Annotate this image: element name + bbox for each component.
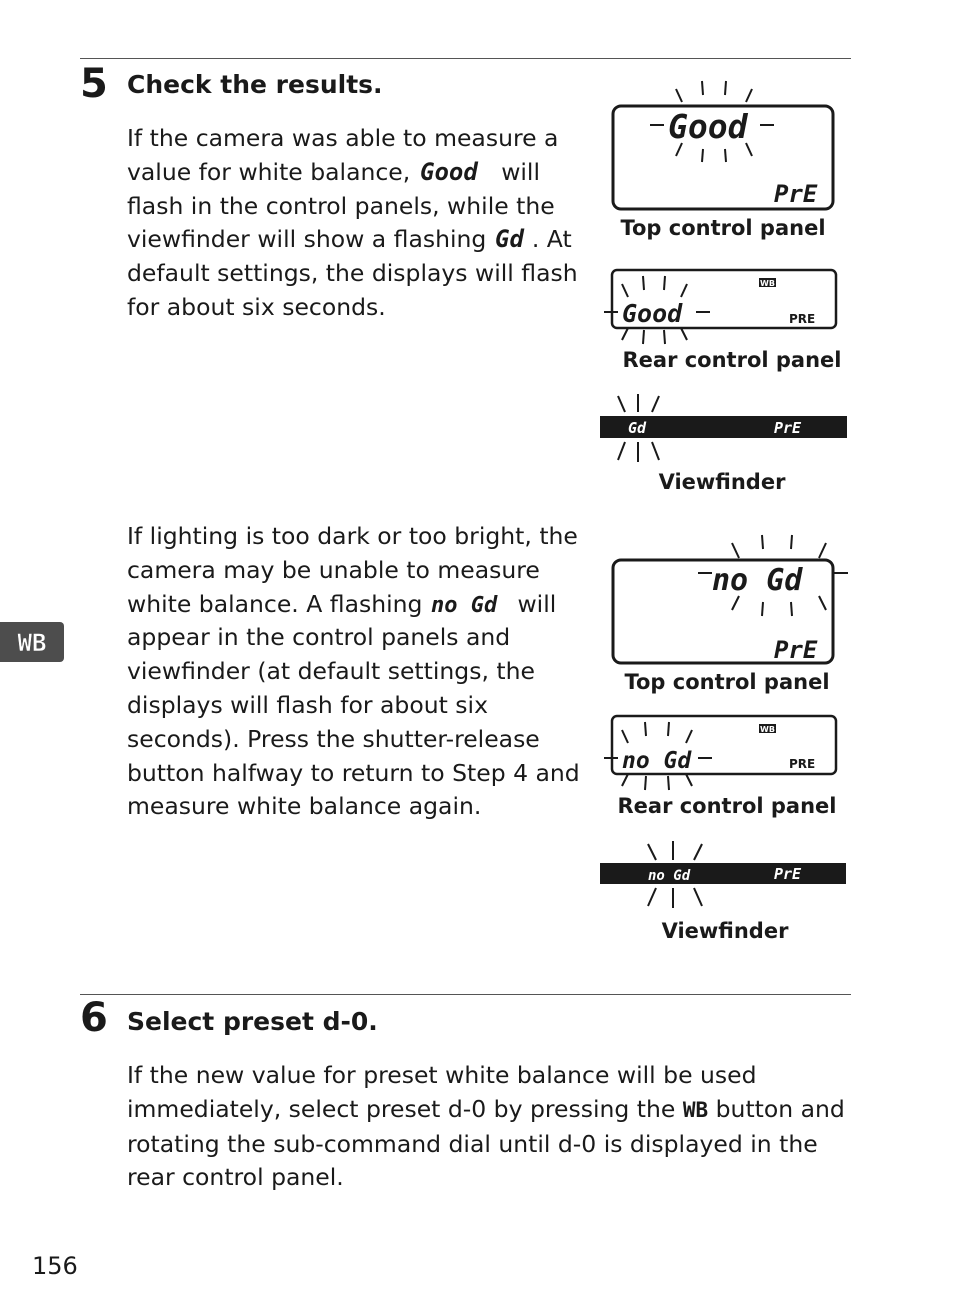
text-line: If the camera was able to measure a [127, 124, 559, 152]
step6-paragraph [127, 1059, 845, 1195]
lcd-no-gd-text: no Gd [430, 592, 498, 616]
lcd-pre-display: PrE [774, 419, 802, 437]
top-control-panel-no-gd [604, 530, 854, 670]
text-line: flash in the control panels, while the [127, 191, 555, 220]
text-line: for about six seconds. [127, 292, 386, 321]
step5-paragraph-2 [127, 520, 580, 824]
caption-rear-control-panel: Rear control panel [617, 794, 837, 818]
text-line: If the new value for preset white balance will be used [127, 1061, 757, 1089]
text-line: If lighting is too dark or too bright, the [127, 522, 578, 550]
text-line: default settings, the displays will flash [127, 259, 578, 288]
wb-tab-label: WB [17, 629, 47, 657]
text-fragment: . At [531, 225, 572, 254]
text-line [127, 156, 578, 190]
text-fragment: viewfinder will show a flashing [127, 225, 487, 254]
lcd-gd-text: Gd [494, 227, 524, 252]
text-fragment: immediately, select preset d-0 by pressing the [127, 1094, 676, 1123]
step6-title: Select preset d-0. [127, 1007, 378, 1036]
text-line [127, 588, 580, 622]
viewfinder-no-gd [600, 838, 850, 918]
rear-control-panel-no-gd [600, 712, 840, 794]
lcd-pre-display: PrE [774, 180, 818, 208]
text-line: camera may be unable to measure [127, 555, 540, 584]
caption-top-control-panel: Top control panel [624, 670, 830, 694]
top-control-panel-good [604, 76, 844, 216]
lcd-pre-display: PrE [774, 636, 818, 664]
lcd-pre-display: PrE [774, 865, 802, 883]
wb-button-label: WB [682, 1097, 709, 1122]
lcd-no-gd-icon [430, 592, 510, 616]
text-fragment: will [501, 157, 540, 186]
caption-viewfinder: Viewfinder [661, 919, 789, 943]
lcd-good-icon [418, 160, 494, 184]
step5-rule [80, 58, 851, 59]
wb-badge-text: WB [760, 279, 775, 288]
text-line: seconds). Press the shutter-release [127, 724, 540, 753]
lcd-no-gd-display: no Gd [648, 868, 691, 884]
step6-rule [80, 994, 851, 995]
pre-label: PRE [789, 757, 816, 771]
text-line: rear control panel. [127, 1163, 344, 1192]
lcd-no-gd-display: no Gd [622, 748, 692, 774]
wb-section-tab [0, 622, 64, 662]
wb-badge-text: WB [760, 725, 775, 734]
text-fragment: will [517, 589, 557, 618]
lcd-good-display: Good [668, 107, 748, 146]
step5-title: Check the results. [127, 70, 383, 99]
viewfinder-gd [600, 392, 850, 470]
text-line: button halfway to return to Step 4 and [127, 758, 580, 787]
text-fragment: button and [715, 1094, 845, 1123]
step5-paragraph-1 [127, 122, 578, 325]
lcd-gd-display: Gd [628, 419, 647, 437]
lcd-good-display: Good [622, 299, 683, 328]
text-line: appear in the control panels and [127, 623, 511, 652]
text-fragment: white balance. A flashing [127, 589, 423, 618]
text-line [127, 223, 578, 257]
caption-rear-control-panel: Rear control panel [622, 348, 842, 372]
text-line: viewfinder (at default settings, the [127, 657, 535, 686]
rear-control-panel-good [600, 266, 840, 348]
text-line [127, 1093, 845, 1128]
caption-viewfinder: Viewfinder [658, 470, 786, 494]
text-line: rotating the sub-command dial until d-0 is displayed in the [127, 1129, 818, 1158]
text-line: measure white balance again. [127, 792, 482, 821]
step6-number: 6 [80, 995, 108, 1041]
text-line: displays will flash for about six [127, 690, 488, 719]
step5-number: 5 [80, 61, 108, 107]
lcd-no-gd-display: no Gd [712, 563, 803, 598]
lcd-gd-icon [494, 227, 532, 251]
text-fragment: value for white balance, [127, 157, 411, 186]
page-number: 156 [32, 1252, 78, 1280]
wb-tab-icon [0, 622, 64, 662]
lcd-good-text: Good [419, 159, 478, 184]
pre-label: PRE [789, 312, 816, 326]
caption-top-control-panel: Top control panel [620, 216, 826, 240]
